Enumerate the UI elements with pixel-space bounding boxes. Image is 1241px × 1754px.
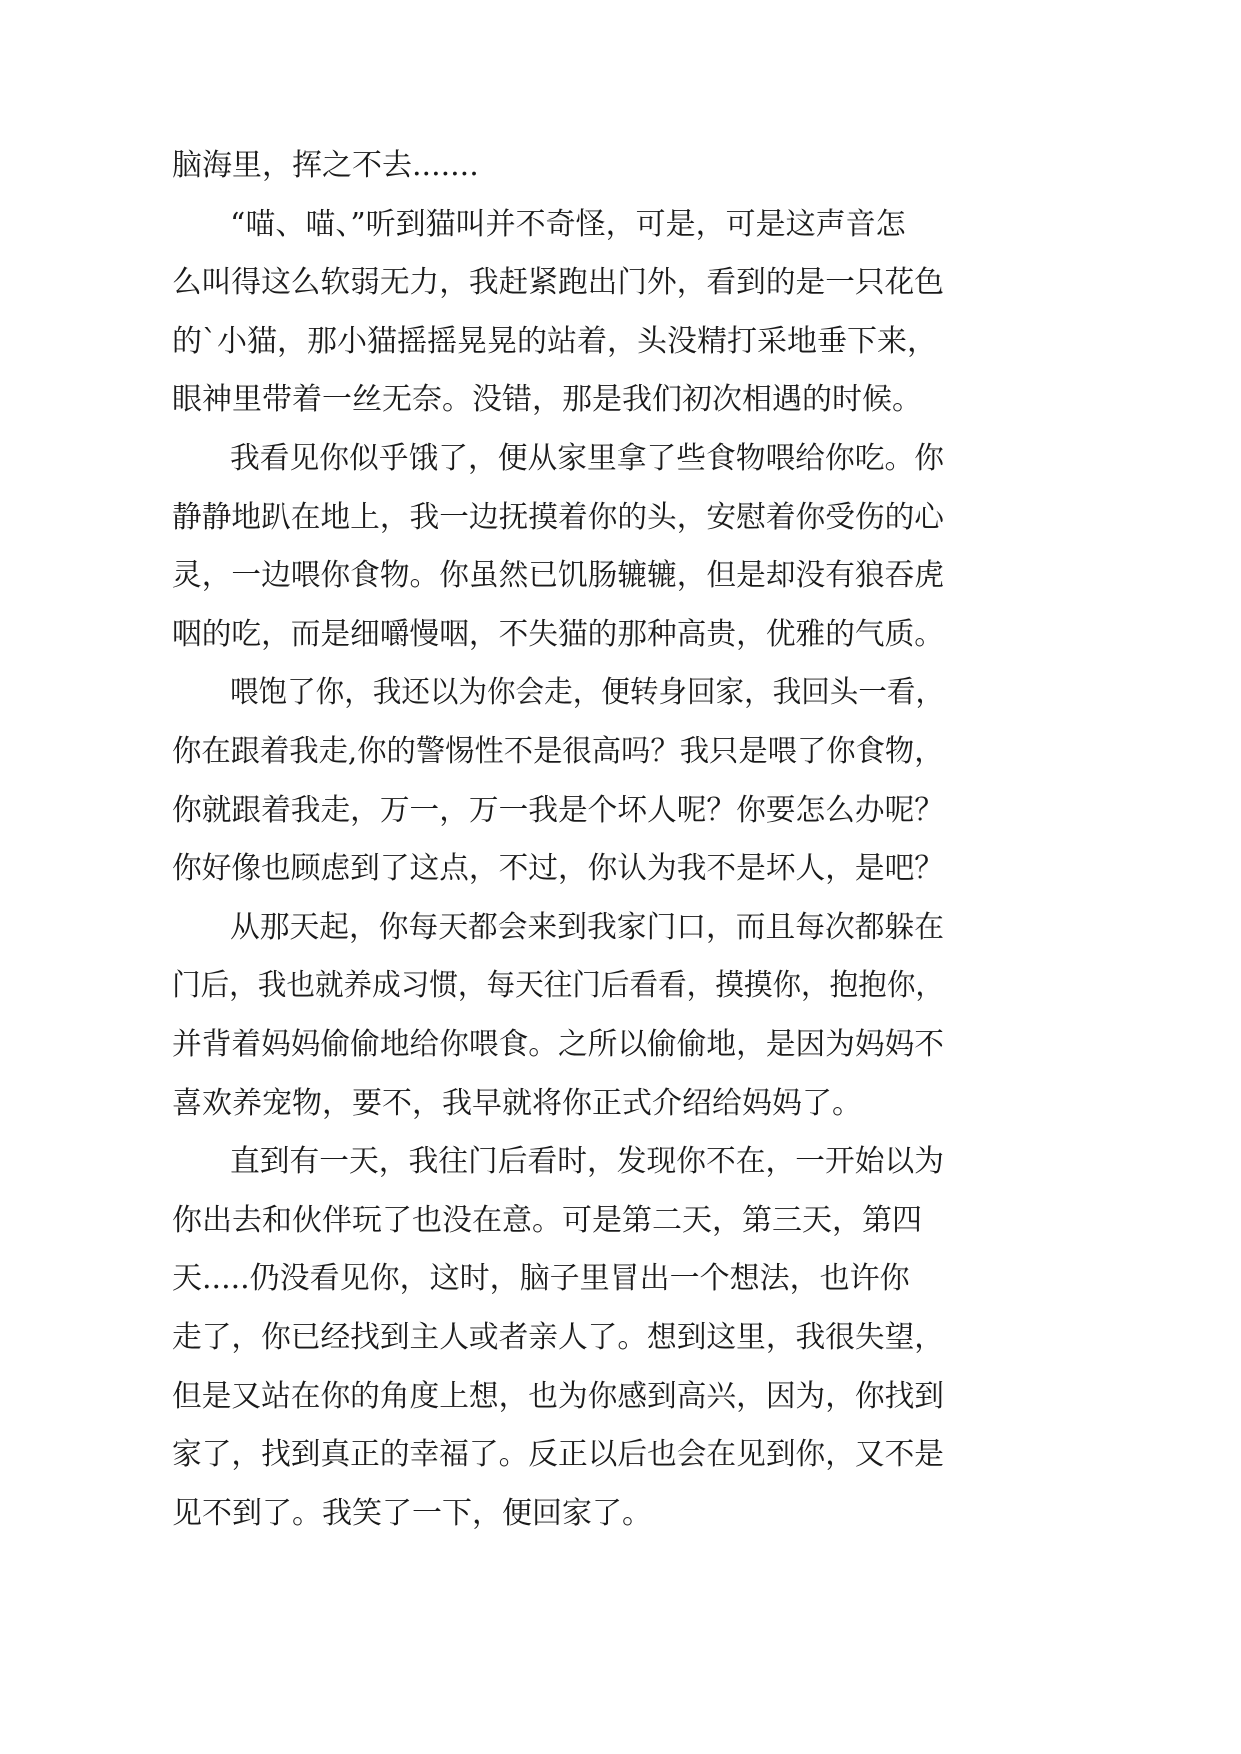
text-line: 喜欢养宠物，要不，我早就将你正式介绍给妈妈了。 (172, 1085, 862, 1121)
text-line: 家了，找到真正的幸福了。反正以后也会在见到你，又不是 (172, 1437, 944, 1473)
text-line: 但是又站在你的角度上想，也为你感到高兴，因为，你找到 (172, 1378, 944, 1414)
text-line: 见不到了。我笑了一下，便回家了。 (172, 1495, 652, 1531)
text-line: 天.....仍没看见你，这时，脑子里冒出一个想法，也许你 (172, 1261, 910, 1297)
text-line: 静静地趴在地上，我一边抚摸着你的头，安慰着你受伤的心 (172, 499, 944, 535)
text-line: 眼神里带着一丝无奈。没错，那是我们初次相遇的时候。 (172, 382, 922, 418)
text-line: 你好像也顾虑到了这点，不过，你认为我不是坏人，是吧？ (172, 851, 944, 887)
text-line: 你就跟着我走，万一，万一我是个坏人呢？你要怎么办呢？ (172, 792, 944, 828)
text-line: 么叫得这么软弱无力，我赶紧跑出门外，看到的是一只花色 (172, 265, 944, 301)
text-line: 你在跟着我走,你的警惕性不是很高吗？我只是喂了你食物， (172, 734, 944, 769)
text-line: 并背着妈妈偷偷地给你喂食。之所以偷偷地，是因为妈妈不 (172, 1027, 944, 1062)
text-line: 门后，我也就养成习惯，每天往门后看看，摸摸你，抱抱你， (172, 968, 945, 1004)
text-line: 咽的吃，而是细嚼慢咽，不失猫的那种高贵，优雅的气质。 (172, 616, 944, 652)
text-line: 从那天起，你每天都会来到我家门口，而且每次都躲在 (230, 909, 945, 945)
text-line: 你出去和伙伴玩了也没在意。可是第二天，第三天，第四 (172, 1202, 922, 1238)
text-line: 脑海里，挥之不去....... (172, 148, 479, 183)
text-line: 喂饱了你，我还以为你会走，便转身回家，我回头一看， (230, 675, 944, 711)
text-line: 灵，一边喂你食物。你虽然已饥肠辘辘，但是却没有狼吞虎 (172, 558, 944, 594)
text-line: 走了，你已经找到主人或者亲人了。想到这里，我很失望， (172, 1320, 944, 1355)
text-line: 的`小猫，那小猫摇摇晃晃的站着，头没精打采地垂下来， (172, 323, 937, 359)
text-line: 直到有一天，我往门后看时，发现你不在，一开始以为 (230, 1144, 945, 1180)
text-line: “喵、喵、”听到猫叫并不奇怪，可是，可是这声音怎 (230, 206, 906, 242)
text-line: 我看见你似乎饿了，便从家里拿了些食物喂给你吃。你 (230, 441, 945, 476)
